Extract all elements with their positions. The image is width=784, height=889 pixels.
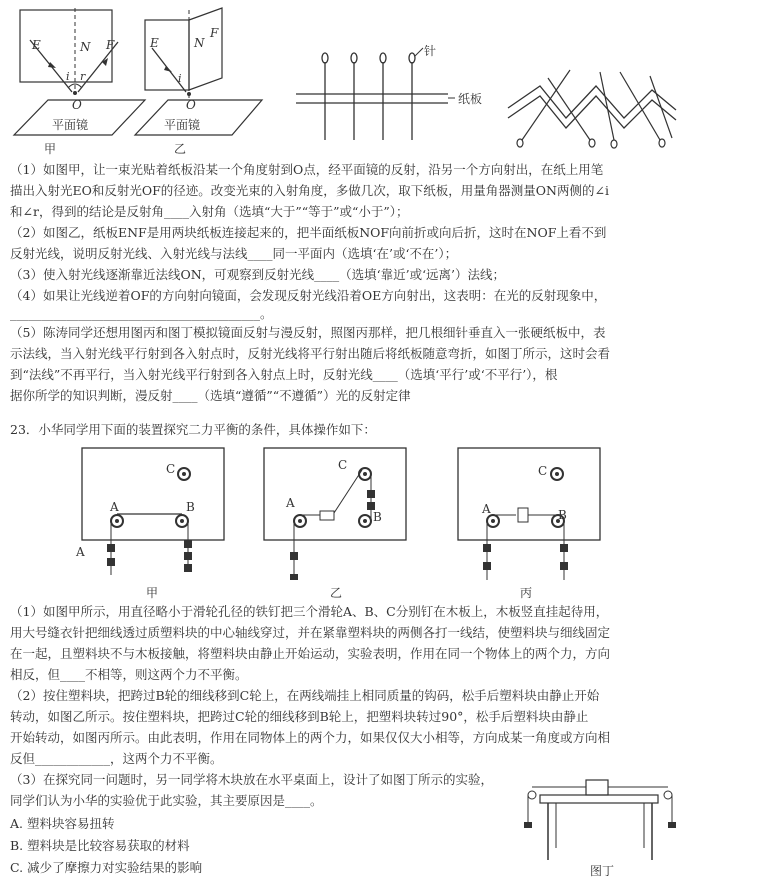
fig-jia-F: F: [106, 38, 115, 52]
fig-yi-i: i: [178, 72, 182, 85]
q22-p1a: （1）如图甲，让一束光贴着纸板沿某一个角度射到O点，经平面镜的反射，沿另一个方向射出，在纸上用笔: [10, 162, 604, 177]
fig-jia-O: O: [72, 98, 82, 112]
q23-jia-A-weight: A: [76, 545, 85, 559]
q22-p2a: （2）如图乙，纸板ENF是用两块纸板连接起来的，把半面纸板NOF向前折或向后折，这时在NOF上看不到: [10, 225, 607, 240]
q23-title: 23．小华同学用下面的装置探究二力平衡的条件，具体操作如下：: [10, 422, 376, 437]
q22-p1c: 和∠r，得到的结论是反射角____入射角（选填“大于”“等于”或“小于”）；: [10, 204, 409, 219]
fig-jia-mirror-label: 平面镜: [52, 118, 89, 132]
q23-p3a: （3）在探究同一问题时，另一同学将木块放在水平桌面上，设计了如图丁所示的实验，: [10, 772, 493, 787]
q23-yi-C: C: [338, 458, 348, 472]
fig-yi-E: E: [150, 36, 159, 50]
q22-p5b: 示法线，当入射光线平行射到各入射点时，反射光线将平行射出随后将纸板随意弯折，如图丁所示，这时会看: [10, 346, 611, 361]
q22-p5d: 据你所学的知识判断，漫反射____（选填“遵循”“不遵循”）光的反射定律: [10, 388, 411, 403]
fig-bing-board-label: 纸板: [458, 92, 483, 106]
q22-p3: （3）使入射光线逐渐靠近法线ON，可观察到反射光线____（选填‘靠近’或‘远离’）法线；: [10, 267, 506, 282]
q22-p4-blank: ________________________________________。: [10, 306, 273, 321]
q23-p2d: 反但____________，这两个力不平衡。: [10, 751, 223, 766]
q23-jia-caption: 甲: [146, 586, 159, 600]
fig-jia-i: i: [66, 70, 70, 83]
q22-p5c: 到“法线”不再平行，当入射光线平行射到各入射点上时，反射光线____（选填‘平行’或‘不平行’），根: [10, 367, 558, 382]
q23-jia-C: C: [166, 462, 176, 476]
q23-p2a: （2）按住塑料块，把跨过B轮的细线移到C轮上，在两线端挂上相同质量的钩码，松手后塑料块由静止开始: [10, 688, 600, 703]
q23-fig-ding-caption: 图丁: [590, 864, 615, 878]
q23-p3b: 同学们认为小华的实验优于此实验，其主要原因是____。: [10, 793, 323, 808]
fig-bing-pin-label: 针: [424, 44, 437, 58]
q22-p5a: （5）陈涛同学还想用图丙和图丁模拟镜面反射与漫反射，照图丙那样，把几根细针垂直入一张硬纸板中，表: [10, 325, 606, 340]
q23-yi-A: A: [286, 496, 295, 510]
q23-p1a: （1）如图甲所示，用直径略小于滑轮孔径的铁钉把三个滑轮A、B、C分别钉在木板上，木板竖直挂起待用，: [10, 604, 609, 619]
q23-bing-C: C: [538, 464, 548, 478]
q22-p4: （4）如果让光线逆着OF的方向射向镜面，会发现反射光线沿着OE方向射出，这表明：在光的反射现象中，: [10, 288, 607, 303]
q23-p2b: 转动，如图乙所示。按住塑料块，把跨过C轮的细线移到B轮上，把塑料块转过90°，松手后塑料块由静止: [10, 709, 589, 724]
q23-p1b: 用大号缝衣针把细线透过质塑料块的中心轴线穿过，并在紧靠塑料块的两侧各打一线结，使塑料块与细线固定: [10, 625, 611, 640]
q23-option-c: C. 减少了摩擦力对实验结果的影响: [10, 860, 203, 875]
fig-yi-F: F: [210, 26, 219, 40]
q23-option-b: B. 塑料块是比较容易获取的材料: [10, 838, 190, 853]
q23-bing-caption: 丙: [520, 586, 533, 600]
fig-jia-caption: 甲: [44, 142, 57, 156]
fig-jia-N: N: [80, 40, 91, 54]
fig-jia-r: r: [80, 70, 86, 83]
fig-yi-N: N: [194, 36, 205, 50]
q23-p1d: 相反，但____不相等，则这两个力不平衡。: [10, 667, 248, 682]
q23-p2c: 开始转动，如图丙所示。由此表明，作用在同物体上的两个力，如果仅仅大小相等，方向成某一角度或方向相: [10, 730, 611, 745]
q22-p1b: 描出入射光EO和反射光OF的径迹。改变光束的入射角度，多做几次，取下纸板，用量角器测量ON两侧的∠i: [10, 183, 609, 198]
fig-yi-caption: 乙: [174, 142, 187, 156]
q23-p1c: 在一起，且塑料块不与木板接触，将塑料块由静止开始运动，实验表明，作用在同一个物体上的两个力，方向: [10, 646, 611, 661]
fig-jia-E: E: [32, 38, 41, 52]
q23-yi-caption: 乙: [330, 586, 343, 600]
q23-yi-B: B: [373, 510, 382, 524]
q23-jia-A: A: [110, 500, 119, 514]
q23-bing-A: A: [482, 502, 491, 516]
fig-yi-mirror-label: 平面镜: [164, 118, 201, 132]
q22-p2b: 反射光线，说明反射光线、入射光线与法线____同一平面内（选填‘在’或‘不在’）；: [10, 246, 458, 261]
q23-jia-B: B: [186, 500, 195, 514]
fig-yi-O: O: [186, 98, 196, 112]
q23-option-a: A. 塑料块容易扭转: [10, 816, 115, 831]
q23-bing-B: B: [558, 508, 567, 522]
